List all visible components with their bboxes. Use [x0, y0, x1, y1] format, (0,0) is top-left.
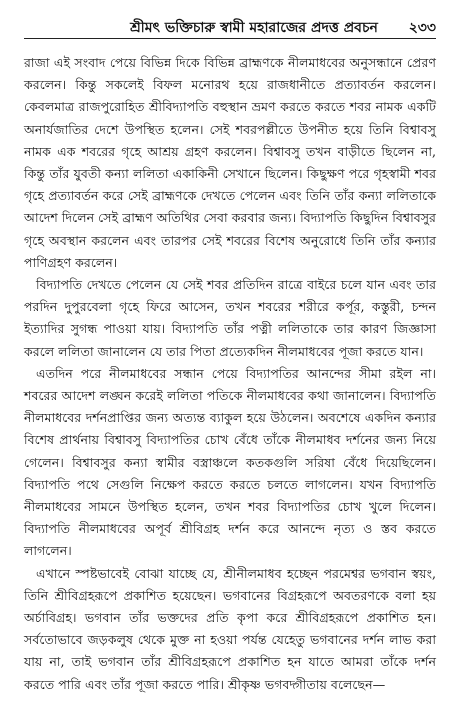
page-number: ২৩৩: [408, 20, 436, 36]
paragraph-3: এতদিন পরে নীলমাধবের সন্ধান পেয়ে বিদ্যাপতির আনন্দের সীমা রইল না। শবরের আদেশ লঙ্ঘন করেই ললিতা পতিকে নীলমাধবের কথা জানালেন। বিদ্যাপতি নীলমাধবের দর্শনপ্রাপ্তির জন্য অত্যন্ত ব্যাকুল হয়ে উঠলেন। অবশেষে একদিন কন্যার বিশেষ প্রার্থনায় বিশ্বাবসু বিদ্যাপতির চোখ বেঁধে তাঁকে নীলমাধব দর্শনের জন্য নিয়ে গেলেন। বিশ্বাবসুর কন্যা স্বামীর বস্ত্রাঞ্চলে কতকগুলি সরিষা বেঁধে দিয়েছিলেন। বিদ্যাপতি পথে সেগুলি নিক্ষেপ করতে করতে চলতে লাগলেন। যখন বিদ্যাপতি নীলমাধবের সামনে উপস্থিত হলেন, তখন শবর বিদ্যাপতির চোখ খুলে দিলেন। বিদ্যাপতি নীলমাধবের অপূর্ব শ্রীবিগ্রহ দর্শন করে আনন্দে নৃত্য ও স্তব করতে লাগলেন।: [24, 365, 436, 559]
header-title: শ্রীমৎ ভক্তিচারু স্বামী মহারাজের প্রদত্ত প্রবচন: [130, 20, 378, 36]
paragraph-1: রাজা এই সংবাদ পেয়ে বিভিন্ন দিকে বিভিন্ন ব্রাহ্মণকে নীলমাধবের অনুসন্ধানে প্রেরণ করলেন। কিন্তু সকলেই বিফল মনোরথ হয়ে রাজধানীতে প্রত্যাবর্তন করলেন। কেবলমাত্র রাজপুরোহিত শ্রীবিদ্যাপতি বহুস্থান ভ্রমণ করতে করতে শবর নামক একটি অনার্যজাতির দেশে উপস্থিত হলেন। সেই শবরপল্লীতে উপনীত হয়ে তিনি বিশ্বাবসু নামক এক শবরের গৃহে আশ্রয় গ্রহণ করলেন। বিশ্বাবসু তখন বাড়ীতে ছিলেন না, কিন্তু তাঁর যুবতী কন্যা ললিতা একাকিনী সেখানে ছিলেন। কিছুক্ষণ পরে গৃহস্বামী শবর গৃহে প্রত্যাবর্তন করে সেই ব্রাহ্মণকে দেখতে পেলেন এবং তিনি তাঁর কন্যা ললিতাকে আদেশ দিলেন সেই ব্রাহ্মণ অতিথির সেবা করবার জন্য। বিদ্যাপতি কিছুদিন বিশ্বাবসুর গৃহে অবস্থান করলেন এবং তারপর সেই শবরের বিশেষ অনুরোধে তিনি তাঁর কন্যার পাণিগ্রহণ করলেন।: [24, 55, 436, 270]
paragraph-2: বিদ্যাপতি দেখতে পেলেন যে সেই শবর প্রতিদিন রাত্রে বাইরে চলে যান এবং তার পরদিন দুপুরবেলা গৃহে ফিরে আসেন, তখন শবরের শরীরে কর্পূর, কস্তুরী, চন্দন ইত্যাদির সুগন্ধ পাওয়া যায়। বিদ্যাপতি তাঁর পত্নী ললিতাকে তার কারণ জিজ্ঞাসা করলে ললিতা জানালেন যে তার পিতা প্রত্যেকদিন নীলমাধবের পূজা করতে যান।: [24, 277, 436, 359]
body-text: [24, 52, 436, 696]
paragraph-4: এখানে স্পষ্টভাবেই বোঝা যাচ্ছে যে, শ্রীনীলমাধব হচ্ছেন পরমেশ্বর ভগবান স্বয়ং, তিনি শ্রীবিগ্রহরূপে প্রকাশিত হয়েছেন। ভগবানের বিগ্রহরূপে অবতরণকে বলা হয় অর্চাবিগ্রহ। ভগবান তাঁর ভক্তদের প্রতি কৃপা করে শ্রীবিগ্রহরূপে প্রকাশিত হন। সর্বতোভাবে জড়কলুষ থেকে মুক্ত না হওয়া পর্যন্ত যেহেতু ভগবানের দর্শন লাভ করা যায় না, তাই ভগবান তাঁর শ্রীবিগ্রহরূপে প্রকাশিত হন যাতে আমরা তাঁকে দর্শন করতে পারি এবং তাঁর পূজা করতে পারি। শ্রীকৃষ্ণ ভগবদ্গীতায় বলেছেন—: [24, 565, 436, 692]
running-header: [24, 14, 436, 39]
